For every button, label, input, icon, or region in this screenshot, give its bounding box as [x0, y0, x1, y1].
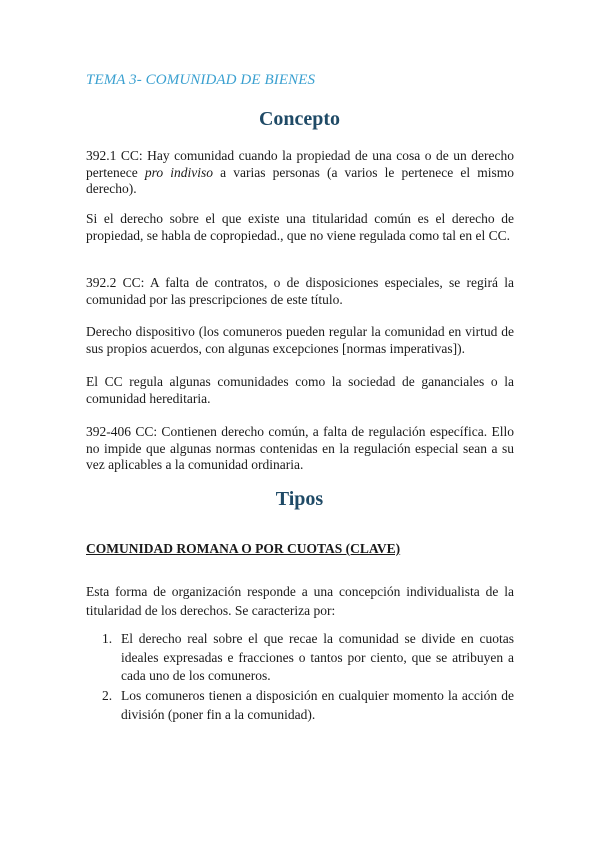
paragraph-392-1 — [86, 148, 514, 198]
paragraph-text: a varias personas (a varios le pertenece el mismo derecho). — [86, 164, 514, 196]
paragraph-copropiedad: Si el derecho sobre el que existe una titularidad común es el derecho de propiedad, se habla de copropiedad., que no viene regulada como tal en el CC. — [86, 211, 514, 243]
subheading-comunidad-romana: COMUNIDAD ROMANA O POR CUOTAS (CLAVE) — [86, 541, 401, 556]
paragraph-text: 392.1 CC: Hay comunidad cuando la propiedad de una cosa o de un derecho pertenece — [86, 148, 514, 180]
paragraph-comunidades-reguladas: El CC regula algunas comunidades como la sociedad de gananciales o la comunidad hereditaria. — [86, 374, 514, 406]
paragraph-392-406: 392-406 CC: Contienen derecho común, a falta de regulación específica. Ello no impide que algunas normas contenidas en la regulación especial sean a su vez aplicables a la comunidad ordinaria. — [86, 424, 514, 472]
section-heading-tipos: Tipos — [275, 488, 324, 510]
paragraph-392-2: 392.2 CC: A falta de contratos, o de disposiciones especiales, se regirá la comunidad por las prescripciones de este título. — [86, 275, 514, 307]
list-number: 2. — [102, 688, 113, 703]
paragraph-intro: Esta forma de organización responde a una concepción individualista de la titularidad de los derechos. Se caracteriza por: — [86, 584, 514, 618]
list-item-text: Los comuneros tienen a disposición en cualquier momento la acción de división (poner fin a la comunidad). — [121, 688, 514, 722]
italic-term: pro indiviso — [144, 164, 213, 180]
list-item-text: El derecho real sobre el que recae la comunidad se divide en cuotas ideales expresadas e fracciones o tantos por ciento, que se atribuyen a cada uno de los comuneros. — [121, 631, 514, 683]
topic-title: TEMA 3- COMUNIDAD DE BIENES — [86, 72, 316, 88]
list-number: 1. — [102, 631, 113, 646]
paragraph-derecho-dispositivo: Derecho dispositivo (los comuneros pueden regular la comunidad en virtud de sus propios acuerdos, con algunas excepciones [normas imperativas]). — [86, 324, 514, 356]
section-heading-concepto: Concepto — [258, 108, 341, 130]
